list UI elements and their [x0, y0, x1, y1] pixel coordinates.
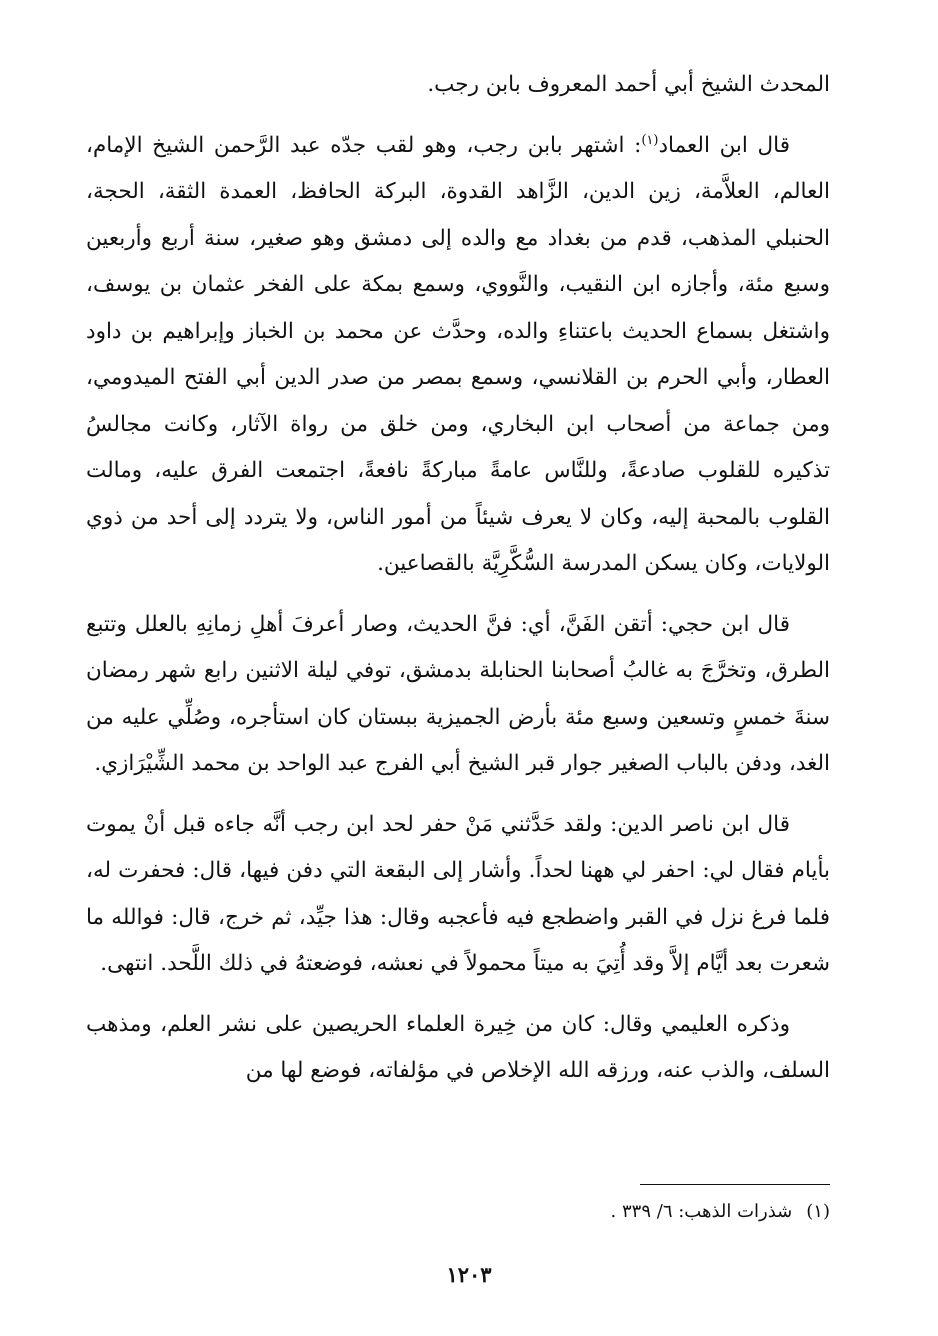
- paragraph-ibn-hijji: قال ابن حجي: أتقن الفَنَّ، أي: فنَّ الحديث، وصار أعرفَ أهلِ زمانِهِ بالعلل وتتبع الطرق، وتخرَّجَ به غالبُ أصحابنا الحنابلة بدمشق، توفي ليلة الاثنين رابع شهر رمضان سنةَ خمسٍ وتسعين وسبع مئة بأرض الجميزية ببستان كان استأجره، وصُلِّي عليه من الغد، ودفن بالباب الصغير جوار قبر الشيخ أبي الفرج عبد الواحد بن محمد الشِّيْرَازي.: [86, 611, 830, 776]
- footnote-number: (١): [806, 1201, 830, 1222]
- footnote-reference-marker[interactable]: (١): [641, 132, 659, 148]
- footnote-divider: [640, 1184, 830, 1185]
- paragraph-ibn-al-imad: [86, 123, 830, 588]
- main-text-block: [86, 62, 830, 1095]
- paragraph-ibn-nasir-al-din: قال ابن ناصر الدين: ولقد حَدَّثني مَنْ حفر لحد ابن رجب أنَّه جاءه قبل أنْ يموت بأيام فقال لي: احفر لي ههنا لحداً. وأشار إلى البقعة التي دفن فيها، قال: فحفرت له، فلما فرغ نزل في القبر واضطجع فيه فأعجبه وقال: هذا جيِّد، ثم خرج، قال: فوالله ما شعرت بعد أيَّام إلاَّ وقد أُتِيَ به ميتاً محمولاً في نعشه، فوضعتهُ في ذلك اللَّحد. انتهى.: [86, 811, 830, 976]
- footnote: [86, 1198, 830, 1226]
- page-number: ١٢٠٣: [446, 1262, 492, 1287]
- paragraph-ibn-al-imad-lead: قال ابن العماد: [658, 132, 790, 158]
- paragraph-ibn-al-imad-body: : اشتهر بابن رجب، وهو لقب جدّه عبد الرَّحمن الشيخ الإمام، العالم، العلاَّمة، زين الدين، الزَّاهد القدوة، البركة الحافظ، العمدة الثقة، الحجة، الحنبلي المذهب، قدم من بغداد مع والده إلى دمشق وهو صغير، سنة أربع وأربعين وسبع مئة، وأجازه ابن النقيب، والنَّووي، وسمع بمكة على الفخر عثمان بن يوسف، واشتغل بسماع الحديث باعتناءِ والده، وحدَّث عن محمد بن الخباز وإبراهيم بن داود العطار، وأبي الحرم بن القلانسي، وسمع بمصر من صدر الدين أبي الفتح الميدومي، ومن جماعة من أصحاب ابن البخاري، ومن خلق من رواة الآثار، وكانت مجالسُ تذكيره للقلوب صادعةً، وللنَّاس عامةً مباركةً نافعةً، اجتمعت الفرق عليه، ومالت القلوب بالمحبة إليه، وكان لا يعرف شيئاً من أمور الناس، ولا يتردد إلى أحد من ذوي الولايات، وكان يسكن المدرسة السُّكَّرِيَّة بالقصاعين.: [86, 132, 830, 576]
- paragraph-opening-line: المحدث الشيخ أبي أحمد المعروف بابن رجب.: [427, 72, 830, 97]
- paragraph-al-ulaymi: وذكره العليمي وقال: كان من خِيرة العلماء الحريصين على نشر العلم، ومذهب السلف، والذب عنه، ورزقه الله الإخلاص في مؤلفاته، فوضع لها من: [86, 1011, 830, 1083]
- footnote-text: شذرات الذهب: ٦/ ٣٣٩ .: [610, 1201, 793, 1222]
